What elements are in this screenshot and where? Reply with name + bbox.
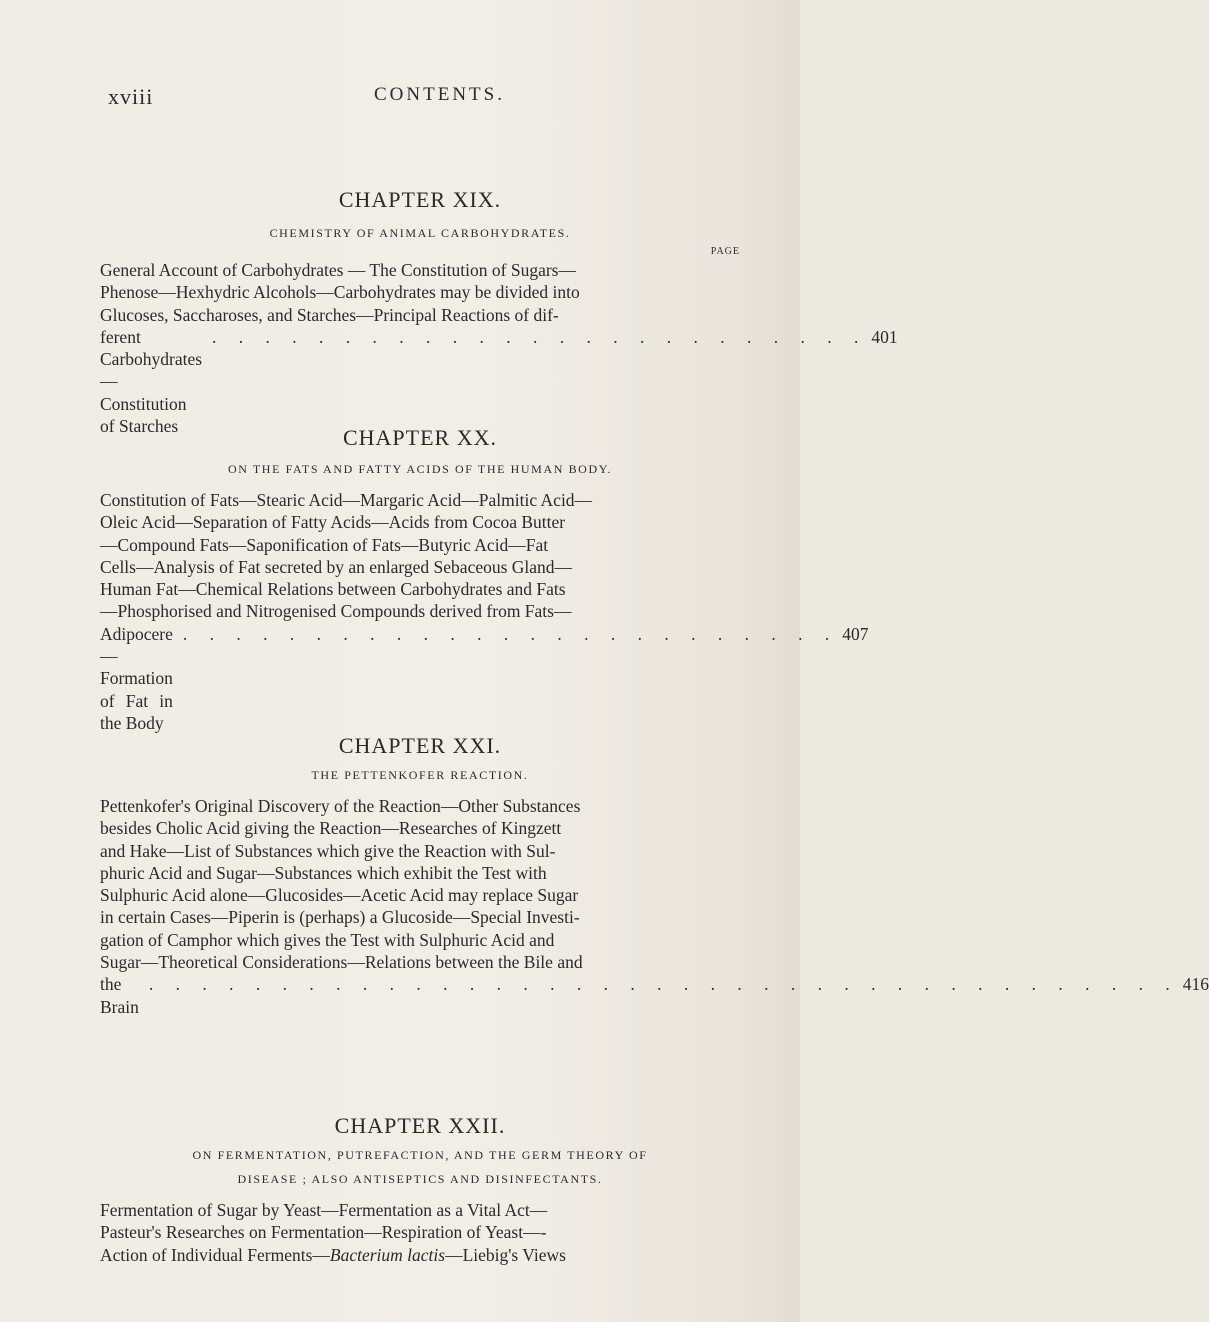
contents-line: Human Fat—Chemical Relations between Carbohydrates and Fats	[100, 579, 566, 600]
contents-line: Sulphuric Acid alone—Glucosides—Acetic Acid may replace Sugar	[100, 885, 579, 906]
contents-last-line	[100, 973, 1209, 1018]
dot-leader: . . . . . . . . . . . . . . . . . . . . . . . . .	[182, 623, 839, 644]
contents-line: Constitution of Fats—Stearic Acid—Margaric Acid—Palmitic Acid—	[100, 490, 593, 510]
contents-text: Action of Individual Ferments—	[100, 1244, 330, 1265]
chapter-contents	[100, 1199, 740, 1266]
contents-line: Adipocere—Formation of Fat in the Body	[100, 623, 173, 733]
chapter-subtitle: THE PETTENKOFER REACTION.	[311, 768, 529, 782]
dot-leader: . . . . . . . . . . . . . . . . . . . . . . . . . . . . . . . . . . . . . . .	[148, 974, 1179, 995]
page-reference: 416	[1182, 974, 1209, 995]
contents-line: Phenose—Hexhydric Alcohols—Carbohydrates may be divided into	[100, 282, 580, 303]
page-header	[0, 84, 800, 114]
chapter-title: CHAPTER XIX.	[338, 187, 502, 212]
contents-line: —Compound Fats—Saponification of Fats—Butyric Acid—Fat	[100, 534, 549, 555]
contents-last-line	[100, 623, 869, 734]
chapter-title: CHAPTER XXI.	[338, 733, 502, 758]
contents-line: gation of Camphor which gives the Test with Sulphuric Acid and	[100, 929, 555, 950]
chapter-contents	[100, 259, 898, 437]
chapter-contents	[100, 489, 869, 734]
page-column-label: PAGE	[710, 246, 740, 257]
page-reference: 401	[871, 326, 898, 347]
contents-line: Sugar—Theoretical Considerations—Relations between the Bile and	[100, 952, 583, 973]
contents-line: Cells—Analysis of Fat secreted by an enlarged Sebaceous Gland—	[100, 556, 573, 577]
chapter-subtitle: DISEASE ; ALSO ANTISEPTICS AND DISINFECTANTS.	[237, 1172, 603, 1186]
running-title: CONTENTS.	[374, 84, 505, 105]
contents-line: the Brain	[100, 974, 139, 1017]
chapter-20	[100, 423, 869, 734]
chapter-19	[100, 185, 898, 437]
contents-line: Fermentation of Sugar by Yeast—Fermentation as a Vital Act—	[100, 1200, 548, 1220]
chapter-contents	[100, 795, 1209, 1018]
contents-line: ferent Carbohydrates—Constitution of Starches	[100, 326, 203, 437]
contents-line: in certain Cases—Piperin is (perhaps) a Glucoside—Special Investi-	[100, 907, 580, 928]
contents-line: Pasteur's Researches on Fermentation—Respiration of Yeast—-	[100, 1222, 547, 1243]
chapter-title: CHAPTER XXII.	[334, 1113, 506, 1138]
chapter-22	[100, 1111, 740, 1266]
chapter-title: CHAPTER XX.	[342, 425, 497, 450]
page-reference: 407	[842, 623, 869, 644]
dot-leader: . . . . . . . . . . . . . . . . . . . . . . . . .	[212, 326, 868, 347]
contents-line: Pettenkofer's Original Discovery of the Reaction—Other Substances	[100, 796, 581, 816]
contents-line: phuric Acid and Sugar—Substances which exhibit the Test with	[100, 862, 547, 883]
contents-line: Oleic Acid—Separation of Fatty Acids—Acids from Cocoa Butter	[100, 512, 566, 533]
italic-term: Bacterium lactis	[329, 1244, 446, 1265]
contents-line: —Phosphorised and Nitrogenised Compounds derived from Fats—	[100, 601, 572, 622]
contents-last-line	[100, 326, 898, 437]
chapter-subtitle: CHEMISTRY OF ANIMAL CARBOHYDRATES.	[269, 226, 571, 240]
contents-text: —Liebig's Views	[445, 1244, 566, 1265]
contents-line: and Hake—List of Substances which give the Reaction with Sul-	[100, 840, 556, 861]
page-number: xviii	[108, 84, 154, 109]
contents-line-mixed	[100, 1244, 740, 1266]
chapter-21	[100, 731, 1209, 1018]
chapter-subtitle: ON FERMENTATION, PUTREFACTION, AND THE GERM THEORY OF	[192, 1148, 648, 1162]
contents-line: Glucoses, Saccharoses, and Starches—Principal Reactions of dif-	[100, 304, 559, 325]
contents-line: General Account of Carbohydrates — The Constitution of Sugars—	[100, 260, 576, 280]
contents-line: besides Cholic Acid giving the Reaction—Researches of Kingzett	[100, 818, 562, 839]
chapter-subtitle: ON THE FATS AND FATTY ACIDS OF THE HUMAN BODY.	[227, 462, 613, 476]
